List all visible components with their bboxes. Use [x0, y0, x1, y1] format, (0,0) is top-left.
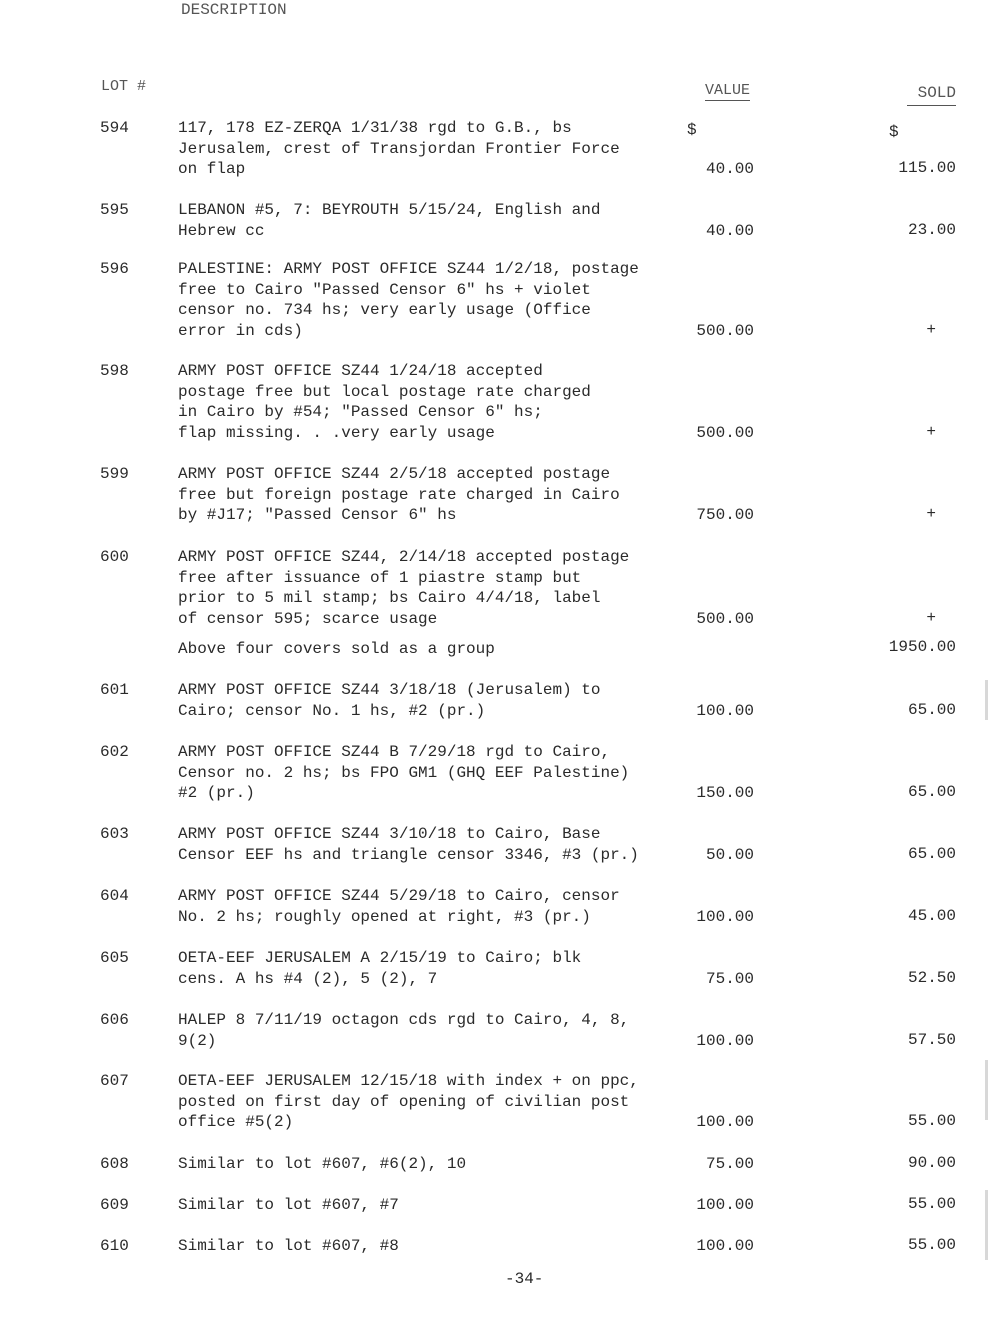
lot-sold-price: 65.00 [907, 783, 956, 802]
lot-number: 606 [100, 1011, 129, 1029]
lot-description [178, 1154, 678, 1175]
lot-number: 604 [100, 887, 129, 905]
lot-number: 599 [100, 465, 129, 483]
description-line: 117, 178 EZ-ZERQA 1/31/38 rgd to G.B., bs [178, 119, 572, 137]
description-line: ARMY POST OFFICE SZ44 3/10/18 to Cairo, Base [178, 825, 601, 843]
lot-number: 603 [100, 825, 129, 843]
description-line: on flap [178, 160, 246, 179]
lot-sold-price: + [926, 505, 936, 524]
lot-number: 594 [100, 119, 129, 137]
description-line: Censor no. 2 hs; bs FPO GM1 (GHQ EEF Palestine) [178, 763, 630, 782]
lot-description [178, 886, 678, 927]
lot-description [178, 824, 678, 865]
lot-description [178, 1071, 678, 1133]
description-line: Hebrew cc [178, 221, 265, 240]
lot-description [178, 259, 678, 341]
lot-number: 605 [100, 949, 129, 967]
lot-number: 598 [100, 362, 129, 380]
description-line: Similar to lot #607, #8 [178, 1237, 399, 1255]
lot-value: 100.00 [696, 907, 754, 926]
description-line: prior to 5 mil stamp; bs Cairo 4/4/18, label [178, 589, 601, 608]
lot-value: 75.00 [705, 1155, 754, 1173]
lot-sold-price: + [926, 608, 936, 627]
scan-edge-mark [985, 680, 988, 720]
description-line: Censor EEF hs and triangle censor 3346, #3 (pr.) [178, 845, 639, 864]
header-value: VALUE [705, 82, 751, 99]
description-line: ARMY POST OFFICE SZ44, 2/14/18 accepted postage [178, 548, 630, 566]
group-note-sold: 1950.00 [888, 638, 956, 656]
description-line: in Cairo by #54; "Passed Censor 6" hs; [178, 403, 543, 422]
lot-description [178, 948, 678, 989]
lot-sold-price: 115.00 [898, 159, 956, 178]
lot-value: 40.00 [705, 160, 754, 179]
lot-sold-price: + [926, 422, 936, 441]
lot-description [178, 118, 678, 180]
lot-number: 610 [100, 1237, 129, 1255]
description-line: censor no. 734 hs; very early usage (Office [178, 301, 591, 320]
description-line: office #5(2) [178, 1113, 294, 1132]
lot-number: 607 [100, 1072, 129, 1090]
lot-value: 500.00 [696, 321, 754, 340]
lot-value: 40.00 [705, 221, 754, 240]
lot-value: 100.00 [696, 701, 754, 720]
lot-sold-price: 52.50 [907, 968, 956, 987]
description-line: LEBANON #5, 7: BEYROUTH 5/15/24, English and [178, 201, 601, 219]
description-line: ARMY POST OFFICE SZ44 B 7/29/18 rgd to Cairo, [178, 743, 611, 761]
description-line: of censor 595; scarce usage [178, 609, 438, 628]
page-number: -34- [505, 1270, 544, 1288]
scan-edge-mark [985, 1190, 988, 1260]
lot-number: 609 [100, 1196, 129, 1214]
lot-value: 100.00 [696, 1237, 754, 1255]
description-line: No. 2 hs; roughly opened at right, #3 (pr.) [178, 907, 591, 926]
header-lot: LOT # [101, 78, 147, 95]
lot-sold-price: 55.00 [907, 1112, 956, 1131]
lot-number: 600 [100, 548, 129, 566]
description-line: flap missing. . .very early usage [178, 423, 495, 442]
description-line: HALEP 8 7/11/19 octagon cds rgd to Cairo, 4, 8, [178, 1011, 630, 1029]
description-line: OETA-EEF JERUSALEM A 2/15/19 to Cairo; blk [178, 949, 582, 967]
description-line: Cairo; censor No. 1 hs, #2 (pr.) [178, 701, 486, 720]
description-line: PALESTINE: ARMY POST OFFICE SZ44 1/2/18, postage [178, 260, 639, 278]
description-line: by #J17; "Passed Censor 6" hs [178, 506, 457, 525]
description-line: free but foreign postage rate charged in Cairo [178, 485, 620, 504]
lot-value: 50.00 [705, 845, 754, 864]
value-currency-sign: $ [687, 121, 697, 139]
description-line: cens. A hs #4 (2), 5 (2), 7 [178, 969, 438, 988]
scan-edge-mark [985, 1060, 988, 1120]
lot-sold-price: + [926, 320, 936, 339]
group-note: Above four covers sold as a group [178, 640, 495, 658]
lot-value: 500.00 [696, 423, 754, 442]
lot-number: 601 [100, 681, 129, 699]
lot-value: 100.00 [696, 1196, 754, 1214]
description-line: ARMY POST OFFICE SZ44 5/29/18 to Cairo, censor [178, 887, 620, 905]
header-sold: SOLD [907, 83, 956, 106]
description-line: Similar to lot #607, #7 [178, 1196, 399, 1214]
lot-sold-price: 57.50 [907, 1030, 956, 1049]
lot-sold-price: 55.00 [907, 1195, 956, 1213]
description-line: OETA-EEF JERUSALEM 12/15/18 with index + on ppc, [178, 1072, 639, 1090]
description-line: error in cds) [178, 321, 303, 340]
lot-number: 602 [100, 743, 129, 761]
lot-description [178, 680, 678, 721]
lot-sold-price: 65.00 [907, 844, 956, 863]
lot-description [178, 464, 678, 526]
lot-value: 100.00 [696, 1031, 754, 1050]
lot-description [178, 1010, 678, 1051]
lot-description [178, 1236, 678, 1257]
description-line: #2 (pr.) [178, 784, 255, 803]
description-line: free after issuance of 1 piastre stamp but [178, 568, 582, 587]
lot-value: 100.00 [696, 1113, 754, 1132]
description-line: ARMY POST OFFICE SZ44 1/24/18 accepted [178, 362, 543, 380]
lot-sold-price: 45.00 [907, 906, 956, 925]
description-line: ARMY POST OFFICE SZ44 2/5/18 accepted postage [178, 465, 611, 483]
description-line: postage free but local postage rate charged [178, 382, 591, 401]
lot-description [178, 1195, 678, 1216]
lot-value: 750.00 [696, 506, 754, 525]
lot-value: 75.00 [705, 969, 754, 988]
lot-number: 596 [100, 260, 129, 278]
description-line: Similar to lot #607, #6(2), 10 [178, 1155, 467, 1173]
lot-sold-price: 90.00 [907, 1154, 956, 1172]
header-description: DESCRIPTION [181, 1, 287, 19]
lot-sold-price: 65.00 [907, 700, 956, 719]
lot-description [178, 742, 678, 804]
lot-description [178, 200, 678, 241]
description-line: 9(2) [178, 1031, 217, 1050]
lot-description [178, 547, 678, 629]
lot-value: 500.00 [696, 609, 754, 628]
lot-sold-price: 23.00 [907, 220, 956, 239]
lot-value: 150.00 [696, 784, 754, 803]
lot-number: 608 [100, 1155, 129, 1173]
lot-sold-price: 55.00 [907, 1236, 956, 1254]
description-line: Jerusalem, crest of Transjordan Frontier Force [178, 139, 620, 158]
lot-number: 595 [100, 201, 129, 219]
sold-currency-sign: $ [889, 123, 899, 141]
description-line: posted on first day of opening of civilian post [178, 1092, 630, 1111]
description-line: free to Cairo "Passed Censor 6" hs + violet [178, 280, 591, 299]
description-line: ARMY POST OFFICE SZ44 3/18/18 (Jerusalem) to [178, 681, 601, 699]
lot-description [178, 361, 678, 443]
